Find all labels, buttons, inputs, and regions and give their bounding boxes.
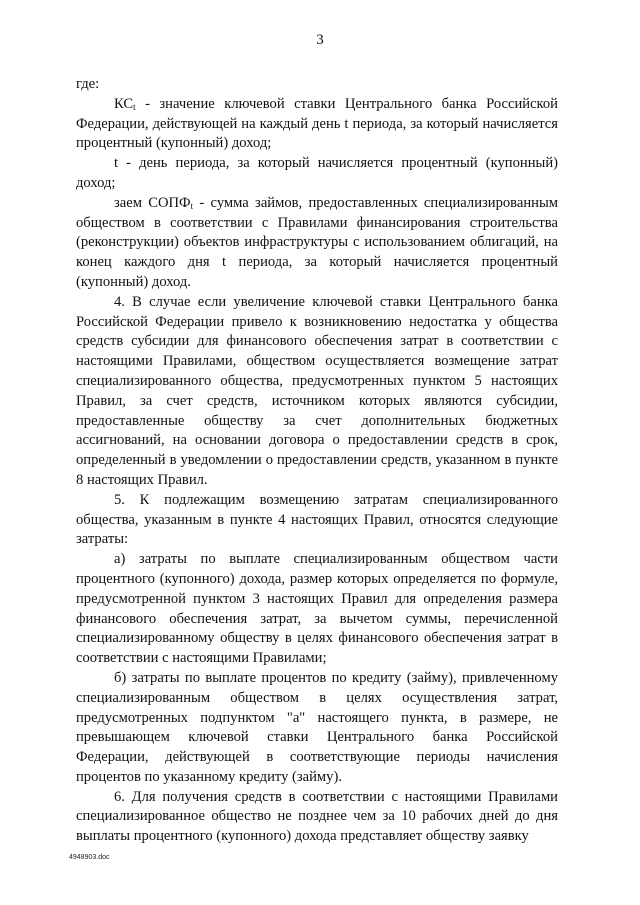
paragraph-5a: а) затраты по выплате специализированным обществом части процентного (купонного) дохода, размер которых определяется по формуле, предусмотренной пунктом 3 настоящих Правил для определения размера финансового обеспечения затрат, за вычетом суммы, перечисленной специализированному обществу в целях финансового обеспечения затрат в соответствии с настоящими Правилами; (76, 551, 558, 667)
paragraph-4: 4. В случае если увеличение ключевой ставки Центрального банка Российской Федерации привело к возникновению недостатка у общества средств субсидии для финансового обеспечения затрат в соответствии с настоящими Правилами, обществом осуществляется возмещение затрат специализированного общества, предусмотренных пунктом 5 настоящих Правил, за счет средств, источником которых являются субсидии, предоставленные обществу за счет дополнительных бюджетных ассигнований, на основании договора о предоставлении средств в срок, определенный в уведомлении о предоставлении средств, указанном в пункте 8 настоящих Правил. (76, 293, 558, 488)
paragraph-5b: б) затраты по выплате процентов по кредиту (займу), привлеченному специализированным обществом в целях осуществления затрат, предусмотренных подпунктом "а" настоящего пункта, в размере, не превышающем ключевой ставки Центрального банка Российской Федерации, действующей в соответствующие периоды начисления процентов по указанному кредиту (займу). (76, 669, 558, 785)
sopf-definition-text: - сумма займов, предоставленных специализированным обществом в соответствии с Правилами финансирования строительства (реконструкции) объектов инфраструктуры с использованием облигаций, на конец каждого дня t периода, за который начисляется процентный (купонный) доход. (76, 194, 559, 290)
paragraph-5: 5. К подлежащим возмещению затратам специализированного общества, указанным в пункте 4 настоящих Правил, относятся следующие затраты: (76, 491, 558, 548)
document-body (76, 75, 558, 847)
definition-ks (76, 95, 558, 154)
where-label: где: (76, 76, 100, 92)
paragraph-6: 6. Для получения средств в соответствии с настоящими Правилами специализированное общество не позднее чем за 10 рабочих дней до дня выплаты процентного (купонного) дохода представляет обществу заявку (76, 788, 558, 845)
ks-symbol: КС (114, 95, 134, 112)
ks-definition-text: - значение ключевой ставки Центрального банка Российской Федерации, действующей на каждый день t периода, за который начисляется процентный (купонный) доход; (76, 95, 558, 152)
sopf-prefix: заем СОПФ (114, 194, 191, 211)
ks-subscript: t (133, 101, 136, 112)
page-number: 3 (316, 32, 324, 48)
document-file-id: 4948903.doc (69, 854, 110, 861)
definition-sopf (76, 194, 558, 293)
definition-t: t - день периода, за который начисляется процентный (купонный) доход; (76, 155, 558, 191)
sopf-subscript: t (190, 200, 194, 211)
